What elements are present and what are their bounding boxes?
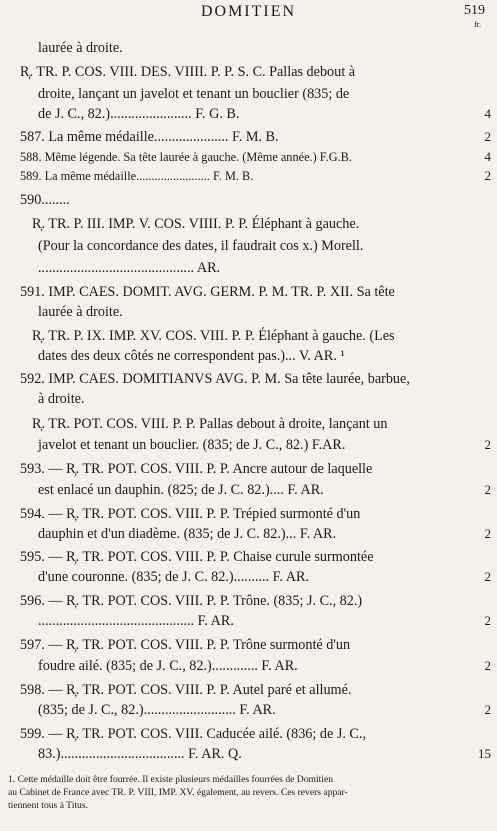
- line-text: est enlacé un dauphin. (825; de J. C. 82.).... F. AR.: [38, 482, 324, 498]
- text-line: [0, 38, 497, 60]
- line-text: javelot et tenant un bouclier. (835; de J. C., 82.) F.AR.: [38, 437, 346, 453]
- line-text: dates des deux côtés ne correspondent pas.)... V. AR. ¹: [38, 348, 345, 364]
- line-text: à droite.: [38, 391, 85, 407]
- line-text: (835; de J. C., 82.).......................... F. AR.: [38, 702, 276, 718]
- line-text: laurée à droite.: [38, 40, 123, 56]
- text-line: [0, 700, 497, 722]
- line-text: laurée à droite.: [38, 304, 123, 320]
- line-text: 588. Même légende. Sa tête laurée à gauche. (Même année.) F.G.B.: [20, 150, 352, 164]
- line-text: 598. — R̦. TR. POT. COS. VIII. P. P. Autel paré et allumé.: [20, 682, 352, 698]
- page-number: 519: [464, 3, 485, 18]
- text-line: [0, 547, 497, 569]
- line-text: 595. — R̦. TR. POT. COS. VIII. P. P. Chaise curule surmontée: [20, 549, 374, 565]
- text-line: [0, 656, 497, 678]
- text-line: [0, 414, 497, 436]
- line-text: 592. IMP. CAES. DOMITIANVS AVG. P. M. Sa tête laurée, barbue,: [20, 371, 410, 387]
- text-line: [0, 459, 497, 481]
- line-rarity-value: 2: [484, 168, 491, 183]
- text-line: [0, 480, 497, 502]
- text-line: [0, 591, 497, 613]
- text-line: [0, 611, 497, 633]
- text-line: [0, 346, 497, 368]
- line-text: R̦. TR. P. COS. VIII. DES. VIIII. P. P. S. C. Pallas debout à: [20, 64, 356, 80]
- text-line: [0, 524, 497, 546]
- line-rarity-value: 15: [478, 746, 491, 761]
- line-rarity-value: 2: [484, 702, 491, 717]
- line-text: 83.)................................... F. AR. Q.: [38, 746, 242, 762]
- text-line: [0, 62, 497, 84]
- text-line: [0, 166, 497, 188]
- line-text: de J. C., 82.)....................... F. G. B.: [38, 106, 240, 122]
- text-line: [0, 326, 497, 348]
- page-header: [0, 3, 497, 27]
- line-text: 590........: [20, 192, 70, 208]
- line-text: droite, lançant un javelot et tenant un bouclier (835; de: [38, 86, 350, 102]
- line-text: R̦. TR. P. IX. IMP. XV. COS. VIII. P. P. Éléphant à gauche. (Les: [32, 328, 395, 344]
- text-line: [0, 504, 497, 526]
- text-line: [0, 258, 497, 280]
- line-rarity-value: 2: [484, 437, 491, 452]
- line-text: 599. — R̦. TR. POT. COS. VIII. Caducée ailé. (836; de J. C.,: [20, 726, 366, 742]
- text-line: [0, 104, 497, 126]
- line-text: dauphin et d'un diadème. (835; de J. C. 82.)... F. AR.: [38, 526, 337, 542]
- text-line: [0, 302, 497, 324]
- line-text: R̦. TR. POT. COS. VIII. P. P. Pallas debout à droite, lançant un: [32, 416, 388, 432]
- line-text: (Pour la concordance des dates, il faudrait cos x.) Morell.: [38, 238, 364, 254]
- text-line: [0, 389, 497, 411]
- line-text: 591. IMP. CAES. DOMIT. AVG. GERM. P. M. TR. P. XII. Sa tête: [20, 284, 395, 300]
- text-line: [0, 567, 497, 589]
- line-rarity-value: 4: [484, 149, 491, 164]
- line-rarity-value: 2: [484, 613, 491, 628]
- footnote-line: tiennent tous à Titus.: [8, 800, 88, 811]
- line-rarity-value: 4: [484, 106, 491, 121]
- line-text: ............................................ AR.: [38, 260, 221, 276]
- text-line: [0, 369, 497, 391]
- line-text: 589. La même médaille........................ F. M. B.: [20, 169, 254, 183]
- line-text: 587. La même médaille..................... F. M. B.: [20, 129, 279, 145]
- currency-unit: fr.: [474, 20, 481, 29]
- line-text: 596. — R̦. TR. POT. COS. VIII. P. P. Trône. (835; J. C., 82.): [20, 593, 363, 609]
- text-line: [0, 680, 497, 702]
- text-line: [0, 84, 497, 106]
- text-line: [0, 127, 497, 149]
- line-rarity-value: 2: [484, 129, 491, 144]
- line-text: ............................................ F. AR.: [38, 613, 234, 629]
- line-rarity-value: 2: [484, 482, 491, 497]
- line-text: R̦. TR. P. III. IMP. V. COS. VIIII. P. P. Éléphant à gauche.: [32, 216, 360, 232]
- text-line: [0, 236, 497, 258]
- text-line: [0, 435, 497, 457]
- page-title: DOMITIEN: [200, 3, 297, 20]
- text-line: [0, 190, 497, 212]
- text-line: [0, 724, 497, 746]
- line-text: 594. — R̦. TR. POT. COS. VIII. P. P. Trépied surmonté d'un: [20, 506, 361, 522]
- text-line: [0, 282, 497, 304]
- line-text: 593. — R̦. TR. POT. COS. VIII. P. P. Ancre autour de laquelle: [20, 461, 373, 477]
- text-line: [0, 744, 497, 766]
- line-rarity-value: 2: [484, 658, 491, 673]
- line-rarity-value: 2: [484, 526, 491, 541]
- footnote-line: au Cabinet de France avec TR. P. VIII, IMP. XV. également, au revers. Ces revers appar-: [8, 787, 348, 798]
- text-line: [0, 635, 497, 657]
- text-line: [0, 214, 497, 236]
- line-text: foudre ailé. (835; de J. C., 82.)............. F. AR.: [38, 658, 298, 674]
- line-text: d'une couronne. (835; de J. C. 82.).......... F. AR.: [38, 569, 309, 585]
- line-text: 597. — R̦. TR. POT. COS. VIII. P. P. Trône surmonté d'un: [20, 637, 351, 653]
- line-rarity-value: 2: [484, 569, 491, 584]
- footnote-line: 1. Cette médaille doit être fourrée. Il existe plusieurs médailles fourrées de Domitien: [8, 774, 334, 785]
